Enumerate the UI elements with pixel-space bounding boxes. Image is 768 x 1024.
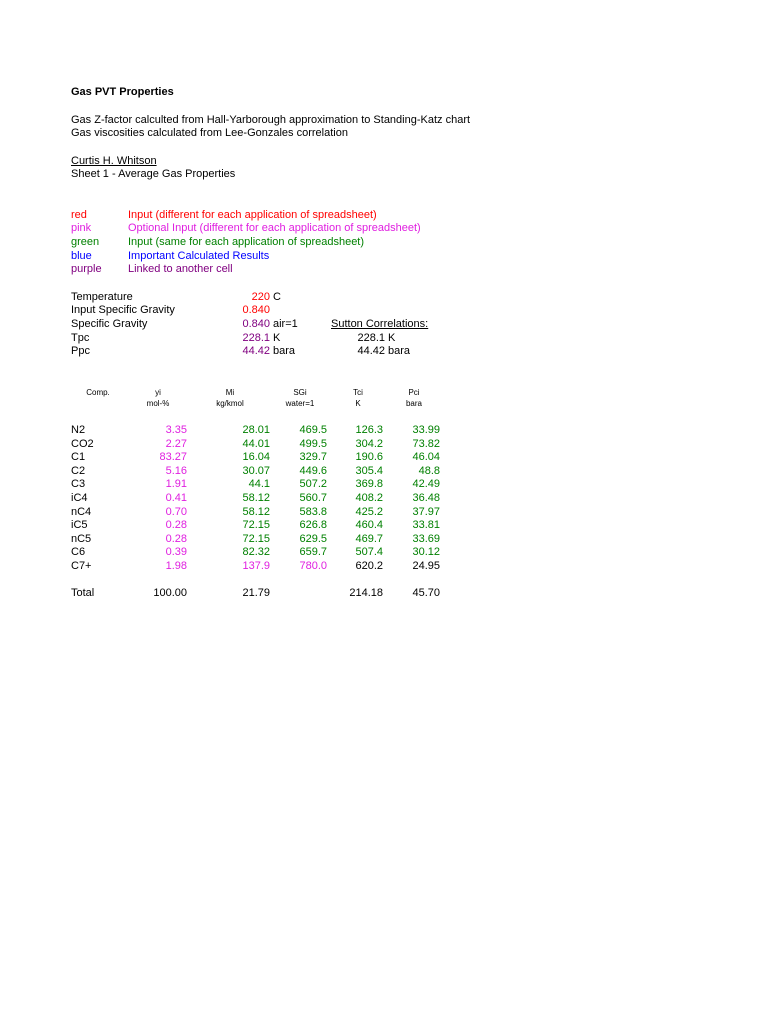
total-mi: 21.79 bbox=[242, 587, 270, 599]
ppc-value: 44.42 bbox=[242, 345, 270, 357]
yi-cell[interactable]: 3.35 bbox=[165, 424, 187, 436]
pci-cell: 36.48 bbox=[412, 492, 440, 504]
table-row bbox=[0, 492, 768, 506]
pci-cell: 46.04 bbox=[412, 451, 440, 464]
tci-cell: 460.4 bbox=[355, 519, 383, 532]
pci-cell: 73.82 bbox=[412, 437, 440, 450]
comp-cell: nC4 bbox=[71, 505, 92, 518]
tci-cell: 305.4 bbox=[355, 464, 383, 477]
sutton-title: Sutton Correlations: bbox=[331, 318, 429, 330]
comp-cell: N2 bbox=[71, 424, 86, 436]
pci-cell: 24.95 bbox=[412, 560, 440, 572]
sgi-cell: 659.7 bbox=[299, 546, 327, 559]
mi-cell: 82.32 bbox=[242, 546, 270, 559]
table-row bbox=[0, 438, 768, 452]
tpc-unit: K bbox=[273, 332, 281, 344]
legend-blue-name: blue bbox=[71, 250, 92, 262]
mi-cell: 28.01 bbox=[242, 424, 270, 436]
tpc-label: Tpc bbox=[71, 332, 90, 344]
header-mi: Mi bbox=[225, 388, 235, 397]
mi-cell: 72.15 bbox=[242, 519, 270, 532]
yi-cell[interactable]: 5.16 bbox=[165, 464, 187, 477]
comp-cell: nC5 bbox=[71, 532, 92, 545]
mi-cell: 16.04 bbox=[242, 451, 270, 464]
legend-red-desc: Input (different for each application of spreadsheet) bbox=[128, 209, 377, 221]
tci-cell: 369.8 bbox=[355, 478, 383, 491]
tci-cell: 507.4 bbox=[355, 546, 383, 559]
sutton-ppc-unit: bara bbox=[388, 345, 411, 357]
mi-cell: 72.15 bbox=[242, 532, 270, 545]
author-name: Curtis H. Whitson bbox=[71, 155, 157, 167]
sgi-cell: 629.5 bbox=[299, 532, 327, 545]
comp-cell: C1 bbox=[71, 451, 86, 464]
yi-cell[interactable]: 0.39 bbox=[165, 546, 187, 559]
sgi-cell: 560.7 bbox=[299, 492, 327, 504]
sutton-ppc-value: 44.42 bbox=[357, 345, 385, 357]
table-row bbox=[0, 478, 768, 492]
temperature-unit: C bbox=[273, 291, 281, 303]
header-tci: Tci bbox=[353, 388, 363, 397]
yi-cell[interactable]: 2.27 bbox=[165, 437, 187, 450]
tpc-value: 228.1 bbox=[242, 332, 270, 344]
tci-cell: 425.2 bbox=[355, 505, 383, 518]
mi-cell: 58.12 bbox=[242, 492, 270, 504]
table-row bbox=[0, 451, 768, 465]
header-tci-unit: K bbox=[355, 399, 361, 408]
legend-pink-name: pink bbox=[71, 222, 92, 234]
mi-cell: 58.12 bbox=[242, 505, 270, 518]
comp-cell: C2 bbox=[71, 464, 86, 477]
pci-cell: 33.99 bbox=[412, 424, 440, 436]
yi-cell[interactable]: 1.91 bbox=[165, 478, 187, 491]
sgi-cell: 583.8 bbox=[299, 505, 327, 518]
legend-green-desc: Input (same for each application of spreadsheet) bbox=[128, 236, 365, 248]
sgi-cell: 499.5 bbox=[299, 437, 327, 450]
pci-cell: 48.8 bbox=[418, 464, 440, 477]
yi-cell[interactable]: 0.28 bbox=[165, 519, 187, 532]
total-pci: 45.70 bbox=[412, 587, 440, 599]
yi-cell[interactable]: 0.28 bbox=[165, 532, 187, 545]
header-pci-unit: bara bbox=[405, 399, 422, 408]
table-row bbox=[0, 506, 768, 520]
header-comp: Comp. bbox=[86, 388, 110, 397]
comp-cell: iC5 bbox=[71, 519, 88, 532]
mi-cell: 30.07 bbox=[242, 464, 270, 477]
ppc-label: Ppc bbox=[71, 345, 90, 357]
tci-cell: 190.6 bbox=[355, 451, 383, 464]
header-mi-unit: kg/kmol bbox=[216, 399, 244, 408]
sg-label: Specific Gravity bbox=[71, 318, 148, 330]
yi-cell[interactable]: 83.27 bbox=[159, 451, 187, 464]
total-row bbox=[0, 587, 768, 601]
yi-cell[interactable]: 0.70 bbox=[165, 505, 187, 518]
mi-cell[interactable]: 137.9 bbox=[242, 560, 270, 572]
tci-cell: 469.7 bbox=[355, 532, 383, 545]
legend-green-name: green bbox=[71, 236, 100, 248]
comp-cell: CO2 bbox=[71, 437, 94, 450]
table-row bbox=[0, 424, 768, 438]
temperature-value[interactable]: 220 bbox=[251, 291, 270, 303]
sg-value: 0.840 bbox=[242, 318, 270, 330]
table-row bbox=[0, 533, 768, 547]
description-viscosity: Gas viscosities calculated from Lee-Gonzales correlation bbox=[71, 127, 348, 139]
description-z-factor: Gas Z-factor calculted from Hall-Yarborough approximation to Standing-Katz chart bbox=[71, 114, 471, 126]
input-sg-label: Input Specific Gravity bbox=[71, 304, 175, 316]
header-yi: yi bbox=[155, 388, 161, 397]
table-row bbox=[0, 560, 768, 574]
pci-cell: 37.97 bbox=[412, 505, 440, 518]
header-sgi: SGi bbox=[293, 388, 307, 397]
sgi-cell[interactable]: 780.0 bbox=[299, 560, 327, 572]
tci-cell: 620.2 bbox=[355, 560, 383, 572]
pci-cell: 30.12 bbox=[412, 546, 440, 559]
sheet-title: Sheet 1 - Average Gas Properties bbox=[71, 168, 236, 180]
table-row bbox=[0, 546, 768, 560]
input-sg-value[interactable]: 0.840 bbox=[242, 304, 270, 316]
sgi-cell: 329.7 bbox=[299, 451, 327, 464]
table-row bbox=[0, 465, 768, 479]
legend-pink-desc: Optional Input (different for each application of spreadsheet) bbox=[128, 222, 421, 234]
ppc-unit: bara bbox=[273, 345, 296, 357]
comp-cell: iC4 bbox=[71, 492, 88, 504]
comp-cell: C6 bbox=[71, 546, 86, 559]
pci-cell: 33.69 bbox=[412, 532, 440, 545]
legend-blue-desc: Important Calculated Results bbox=[128, 250, 270, 262]
total-tci: 214.18 bbox=[349, 587, 383, 599]
yi-cell[interactable]: 1.98 bbox=[165, 560, 187, 572]
table-row bbox=[0, 519, 768, 533]
mi-cell: 44.1 bbox=[248, 478, 270, 491]
tci-cell: 126.3 bbox=[355, 424, 383, 436]
sg-unit: air=1 bbox=[273, 318, 298, 330]
sutton-tpc-unit: K bbox=[388, 332, 396, 344]
pci-cell: 33.81 bbox=[412, 519, 440, 532]
sgi-cell: 626.8 bbox=[299, 519, 327, 532]
sutton-tpc-value: 228.1 bbox=[357, 332, 385, 344]
pci-cell: 42.49 bbox=[412, 478, 440, 491]
header-pci: Pci bbox=[408, 388, 420, 397]
legend-purple-name: purple bbox=[71, 263, 102, 275]
tci-cell: 304.2 bbox=[355, 437, 383, 450]
sgi-cell: 469.5 bbox=[299, 424, 327, 436]
sgi-cell: 449.6 bbox=[299, 464, 327, 477]
comp-cell: C3 bbox=[71, 478, 86, 491]
comp-cell: C7+ bbox=[71, 560, 92, 572]
header-sgi-unit: water=1 bbox=[285, 399, 315, 408]
total-label: Total bbox=[71, 587, 95, 599]
mi-cell: 44.01 bbox=[242, 437, 270, 450]
yi-cell[interactable]: 0.41 bbox=[165, 492, 187, 504]
temperature-label: Temperature bbox=[71, 291, 133, 303]
page-title: Gas PVT Properties bbox=[71, 86, 174, 98]
header-yi-unit: mol-% bbox=[146, 399, 170, 408]
tci-cell: 408.2 bbox=[355, 492, 383, 504]
total-yi: 100.00 bbox=[153, 587, 187, 599]
legend-purple-desc: Linked to another cell bbox=[128, 263, 233, 275]
legend-red-name: red bbox=[71, 209, 87, 221]
sgi-cell: 507.2 bbox=[299, 478, 327, 491]
